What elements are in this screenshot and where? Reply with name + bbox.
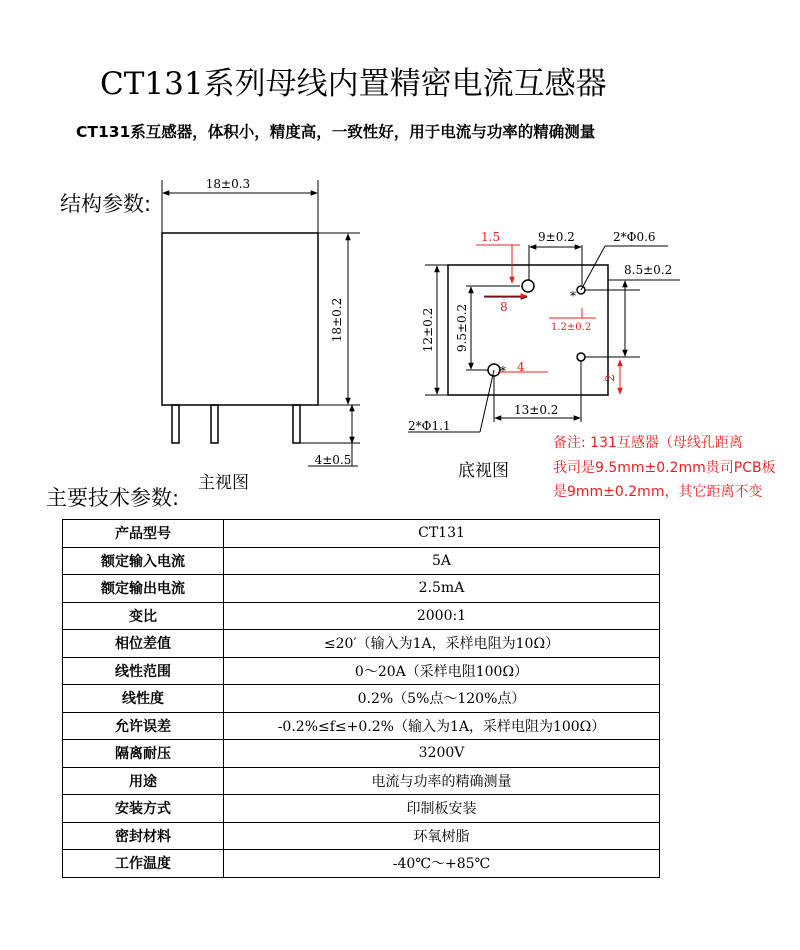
spec-label: 允许误差 (63, 712, 224, 740)
front-dim-pin: 4±0.5 (314, 453, 352, 467)
bottom-dim-2: 2 (603, 374, 617, 382)
bottom-dim-8: 8 (500, 300, 508, 314)
spec-value: -40℃～+85℃ (224, 850, 660, 878)
spec-label: 额定输入电流 (63, 547, 224, 575)
pin-middle (211, 405, 218, 443)
bottom-dim-4: 4 (517, 360, 525, 374)
spec-value: CT131 (224, 520, 660, 548)
table-row (63, 547, 660, 575)
front-view-body (162, 233, 318, 405)
bottom-dim-holes-large: 2*Φ1.1 (408, 419, 451, 433)
table-row (63, 795, 660, 823)
spec-label: 密封材料 (63, 822, 224, 850)
tech-heading: 主要技术参数: (46, 486, 180, 510)
spec-label: 隔离耐压 (63, 740, 224, 768)
note-line-1: 备注: 131互感器（母线孔距离 (553, 435, 743, 451)
pin-right (293, 405, 300, 443)
table-row (63, 685, 660, 713)
star-mark-top: * (570, 289, 576, 303)
page-title: CT131系列母线内置精密电流互感器 (100, 66, 607, 102)
front-dim-width: 18±0.3 (205, 177, 251, 191)
hole-small-bottom (577, 353, 585, 361)
spec-value: 5A (224, 547, 660, 575)
spec-label: 线性度 (63, 685, 224, 713)
spec-value: -0.2%≤f≤+0.2%（输入为1A，采样电阻为100Ω） (224, 712, 660, 740)
table-row (63, 575, 660, 603)
bottom-dim-9: 9±0.2 (538, 230, 575, 244)
table-row (63, 767, 660, 795)
note-line-3: 是9mm±0.2mm，其它距离不变 (553, 484, 763, 500)
spec-value: 印制板安装 (224, 795, 660, 823)
spec-label: 变比 (63, 602, 224, 630)
spec-value: 0.2%（5%点～120%点） (224, 685, 660, 713)
table-row (63, 850, 660, 878)
bottom-view-caption: 底视图 (458, 461, 509, 481)
table-row (63, 657, 660, 685)
spec-value: 环氧树脂 (224, 822, 660, 850)
table-row (63, 712, 660, 740)
table-row (63, 602, 660, 630)
table-row (63, 630, 660, 658)
spec-value: 2000:1 (224, 602, 660, 630)
bottom-dim-12: 12±0.2 (421, 307, 435, 353)
spec-label: 额定输出电流 (63, 575, 224, 603)
spec-label: 线性范围 (63, 657, 224, 685)
spec-table (62, 519, 660, 878)
note-line-2: 我司是9.5mm±0.2mm贵司PCB板 (553, 460, 776, 476)
bottom-dim-9-5: 9.5±0.2 (455, 303, 469, 353)
spec-label: 相位差值 (63, 630, 224, 658)
bottom-dim-13: 13±0.2 (514, 403, 559, 417)
spec-label: 工作温度 (63, 850, 224, 878)
bottom-view-red-dims (476, 245, 620, 394)
front-dim-height: 18±0.2 (330, 297, 344, 343)
hole-large-top (522, 280, 534, 292)
spec-label: 产品型号 (63, 520, 224, 548)
bottom-dim-top-gap: 1.5 (481, 230, 501, 244)
spec-value: 电流与功率的精确测量 (224, 767, 660, 795)
spec-label: 安装方式 (63, 795, 224, 823)
page-subtitle: CT131系互感器，体积小，精度高，一致性好，用于电流与功率的精确测量 (76, 123, 596, 141)
table-row (63, 520, 660, 548)
bottom-dim-8-5: 8.5±0.2 (624, 263, 673, 277)
pin-left (172, 405, 179, 443)
spec-value: 3200V (224, 740, 660, 768)
bottom-dim-1-2: 1.2±0.2 (551, 322, 592, 333)
spec-value: ≤20′（输入为1A，采样电阻为10Ω） (224, 630, 660, 658)
front-view-caption: 主视图 (198, 473, 249, 493)
table-row (63, 740, 660, 768)
table-row (63, 822, 660, 850)
star-mark-bottom: * (500, 364, 506, 378)
structure-heading: 结构参数: (60, 192, 152, 216)
spec-label: 用途 (63, 767, 224, 795)
spec-value: 2.5mA (224, 575, 660, 603)
spec-value: 0～20A（采样电阻100Ω） (224, 657, 660, 685)
bottom-dim-holes-small: 2*Φ0.6 (613, 230, 656, 244)
